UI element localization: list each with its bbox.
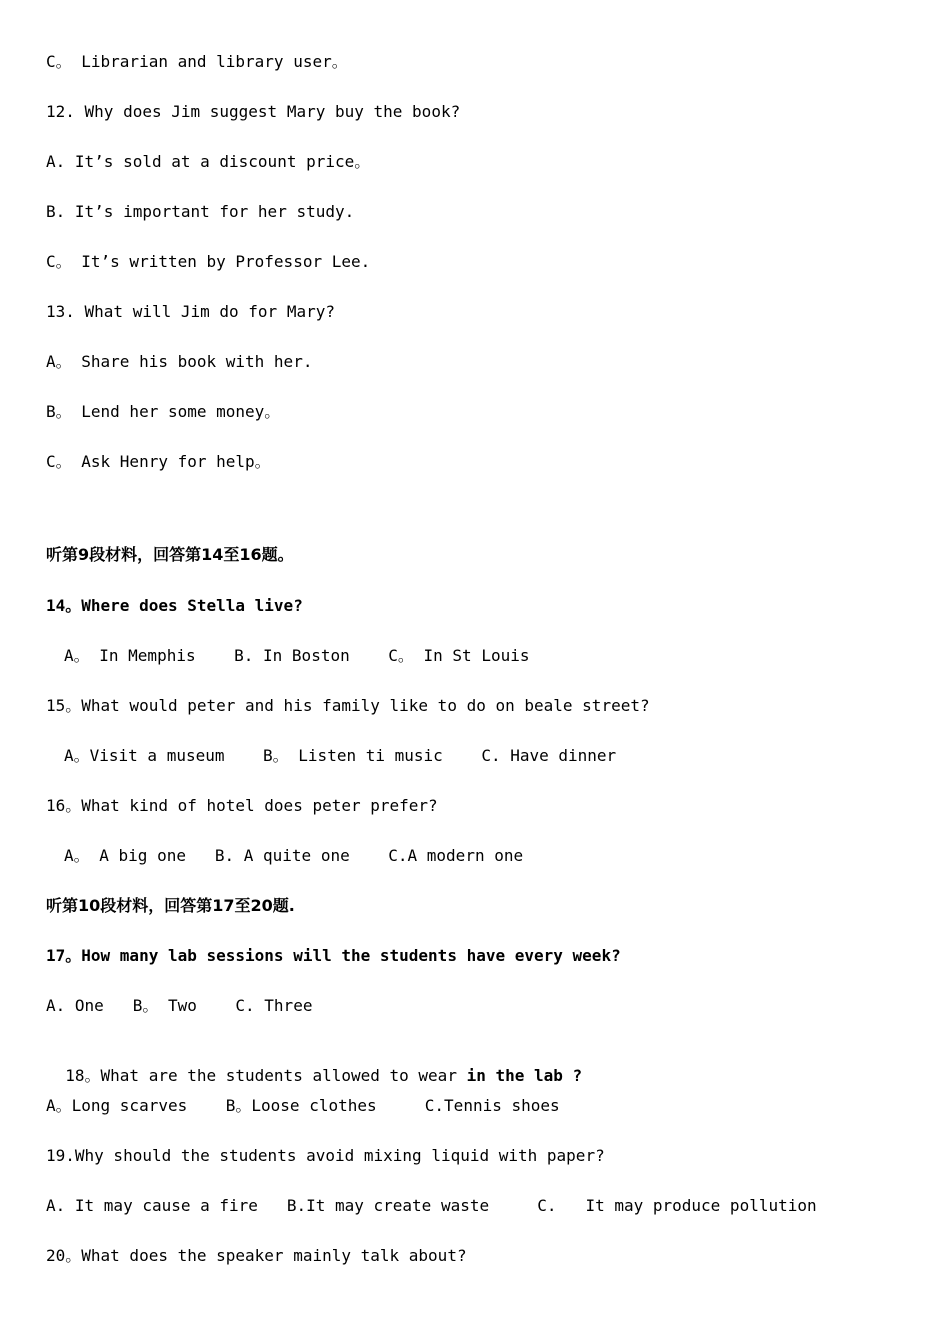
question-18-bold: in the lab ?	[466, 1066, 583, 1085]
option-12b: B. It’s important for her study.	[46, 202, 355, 221]
question-13: 13. What will Jim do for Mary?	[46, 302, 335, 321]
question-14: 14。Where does Stella live?	[46, 596, 303, 615]
option-13c: C。 Ask Henry for help。	[46, 452, 271, 471]
options-16: A。 A big one B. A quite one C.A modern one	[64, 846, 524, 865]
section-10-heading: 听第10段材料，回答第17至20题.	[46, 896, 295, 915]
option-12c: C。 It’s written by Professor Lee.	[46, 252, 371, 271]
question-18	[46, 1046, 582, 1086]
line-c-librarian: C。 Librarian and library user。	[46, 52, 348, 71]
options-17: A. One B。 Two C. Three	[46, 996, 313, 1015]
option-13b: B。 Lend her some money。	[46, 402, 281, 421]
question-12: 12. Why does Jim suggest Mary buy the book?	[46, 102, 461, 121]
question-20: 20。What does the speaker mainly talk about?	[46, 1246, 467, 1265]
section-9-heading: 听第9段材料，回答第14至16题。	[46, 545, 294, 564]
options-19: A. It may cause a fire B.It may create waste C. It may produce pollution	[46, 1196, 817, 1215]
question-18-text: 18。What are the students allowed to wear	[65, 1066, 467, 1085]
question-15: 15。What would peter and his family like to do on beale street?	[46, 696, 650, 715]
options-18: A。Long scarves B。Loose clothes C.Tennis shoes	[46, 1096, 560, 1115]
question-17: 17。How many lab sessions will the students have every week?	[46, 946, 621, 965]
options-15: A。Visit a museum B。 Listen ti music C. Have dinner	[64, 746, 617, 765]
option-12a: A. It’s sold at a discount price。	[46, 152, 371, 171]
question-19: 19.Why should the students avoid mixing liquid with paper?	[46, 1146, 605, 1165]
question-16: 16。What kind of hotel does peter prefer?	[46, 796, 438, 815]
options-14: A。 In Memphis B. In Boston C。 In St Louis	[64, 646, 530, 665]
option-13a: A。 Share his book with her.	[46, 352, 313, 371]
